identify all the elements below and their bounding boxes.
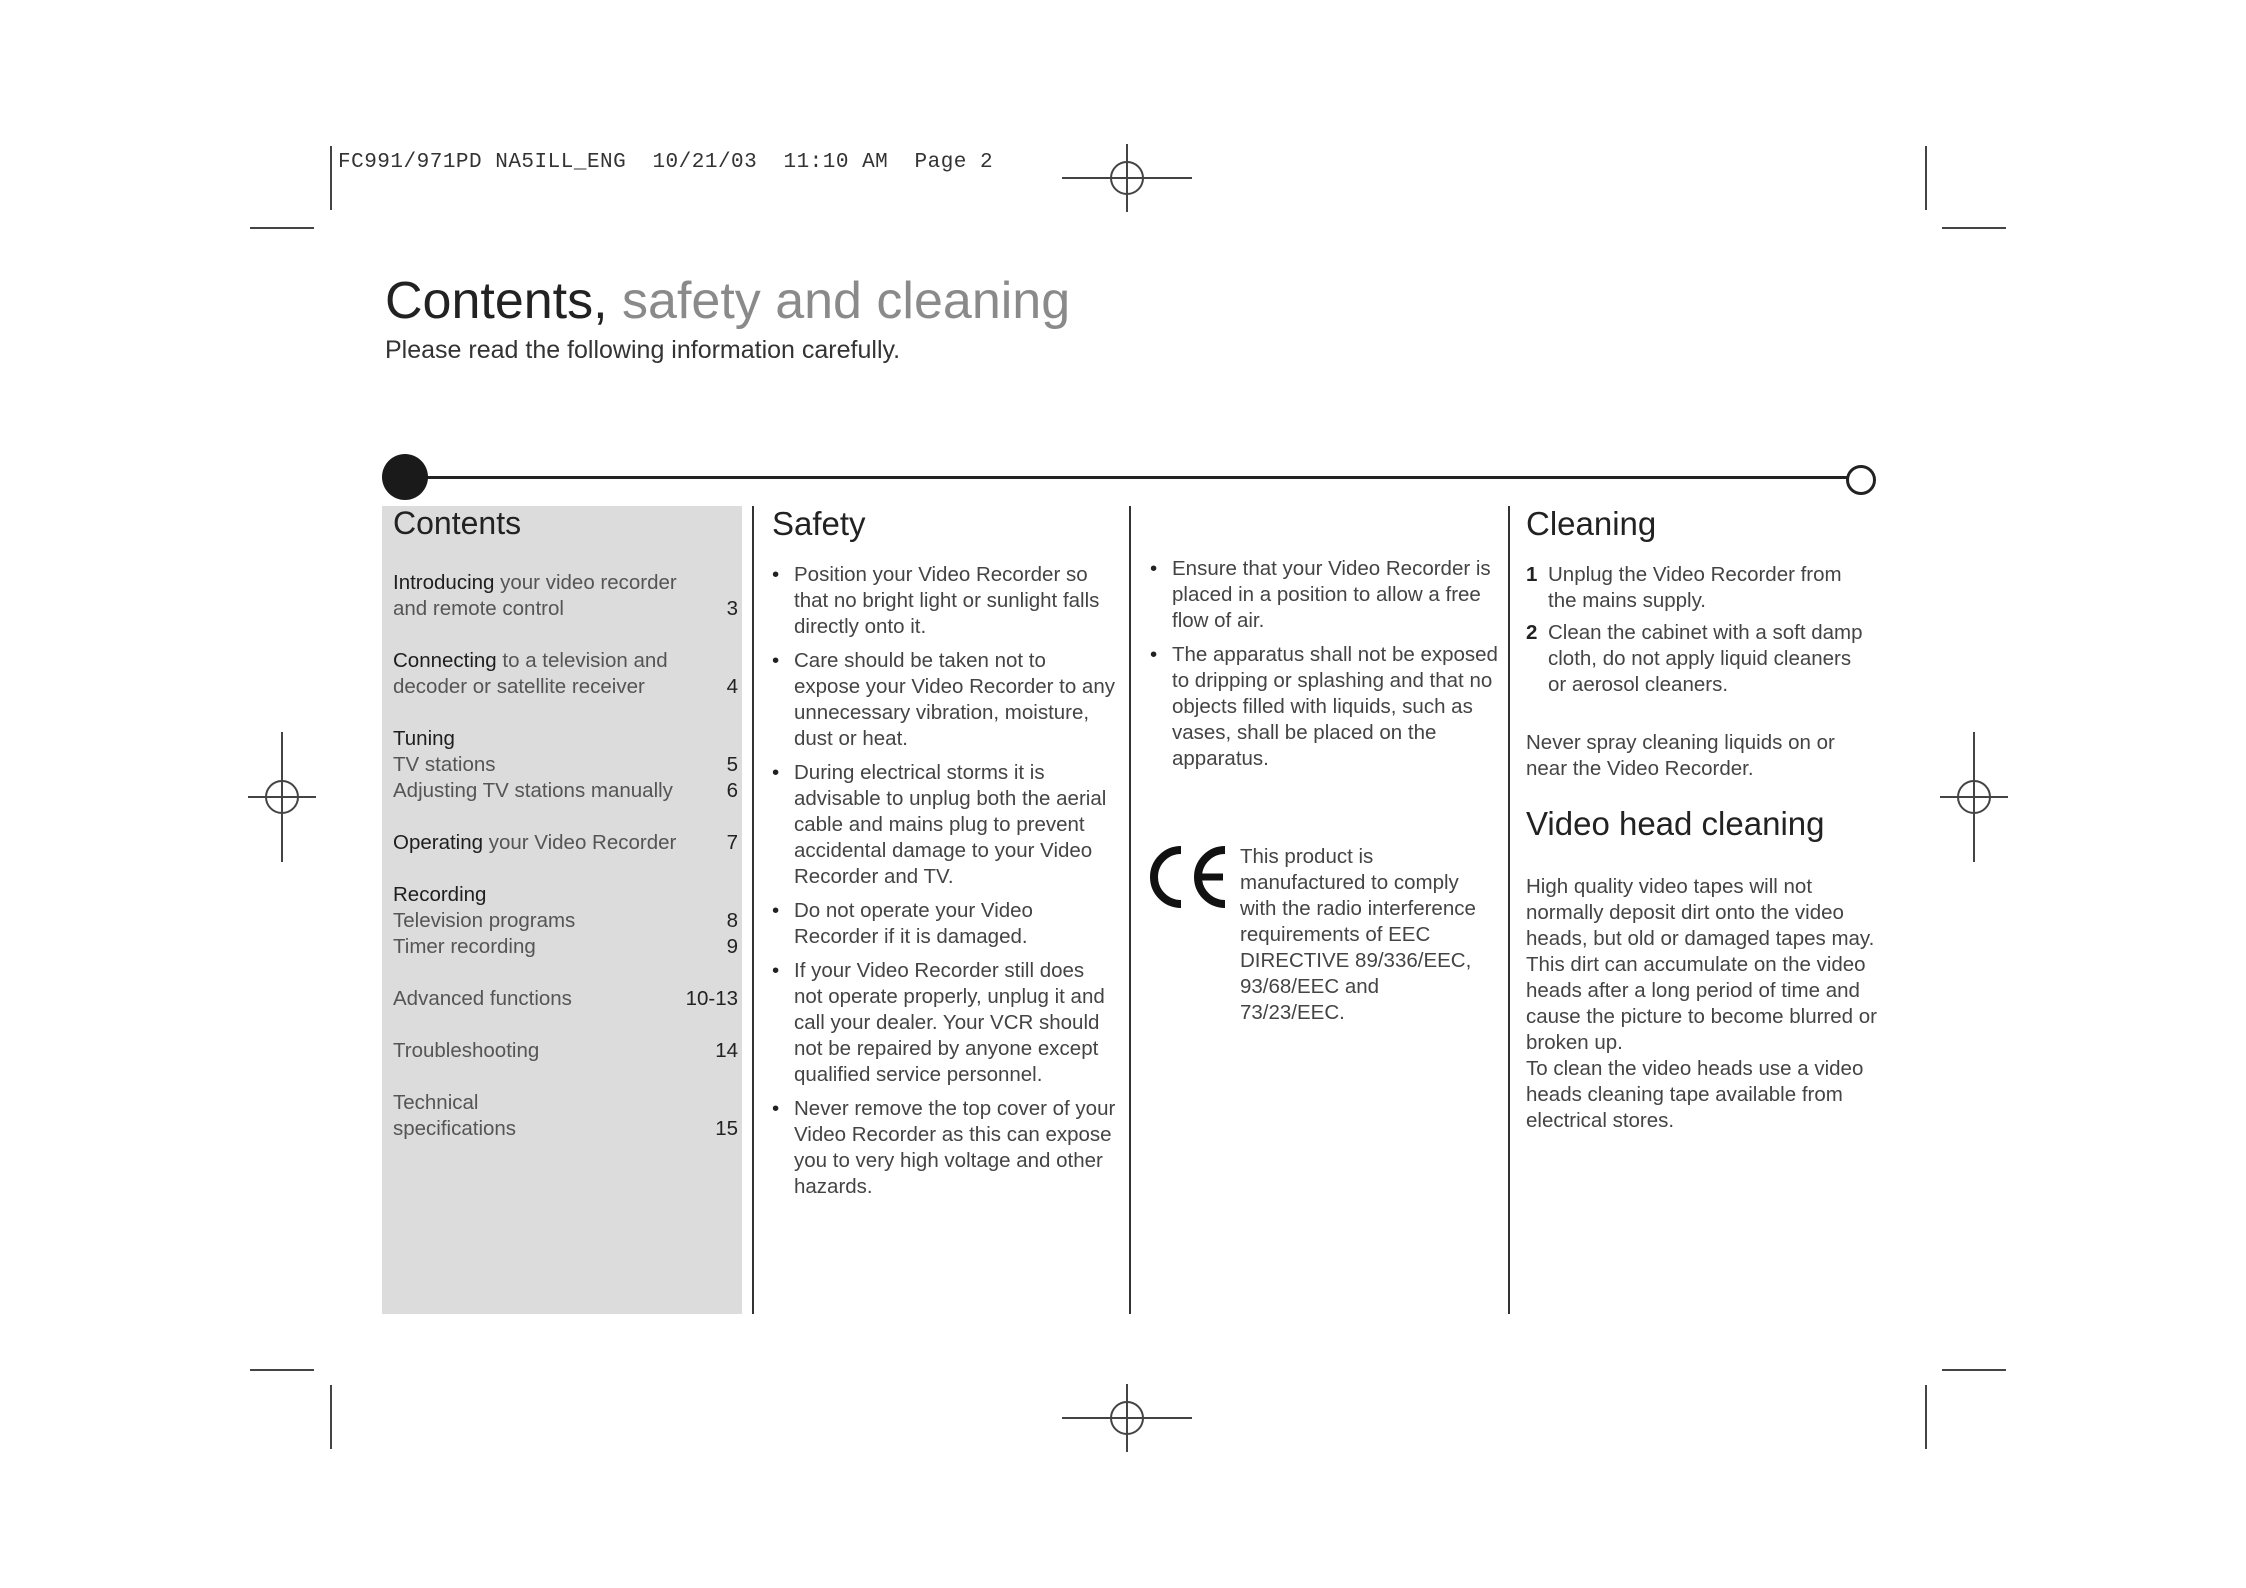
page-title-light: safety and cleaning [622, 272, 1071, 330]
step-number: 2 [1526, 621, 1538, 644]
video-head-text: High quality video tapes will not normally deposit dirt onto the video heads, but old or damaged tapes may. This dirt can accumulate on the video heads after a long period of time and cause the picture to become blurred or broken up. [1526, 875, 1877, 1054]
toc-entry-text: your Video Recorder [483, 831, 677, 854]
printer-header: FC991/971PD NA5ILL_ENG 10/21/03 11:10 AM Page 2 [338, 151, 994, 174]
toc-entry-bold: Introducing [393, 571, 495, 594]
toc-sub-entry[interactable] [393, 752, 738, 778]
toc-entry-bold: Technical specifications [393, 1091, 517, 1140]
toc-entry-bold: Advanced functions [393, 987, 572, 1010]
list-item [1526, 562, 1871, 614]
toc-sub-label: Television programs [393, 909, 576, 932]
toc-entry-tuning[interactable] [393, 726, 738, 804]
toc-page-number: 8 [726, 909, 738, 932]
video-head-text-2: To clean the video heads use a video heads cleaning tape available from electrical stores. [1526, 1057, 1864, 1132]
crop-mark [1925, 1385, 1927, 1449]
video-head-heading: Video head cleaning [1526, 805, 1825, 842]
contents-heading: Contents [393, 505, 522, 541]
column-divider [752, 506, 754, 1314]
crop-mark [1942, 227, 2006, 229]
toc-sub-label: Timer recording [393, 935, 536, 958]
toc-entry-troubleshooting[interactable] [393, 1038, 738, 1064]
list-item: • Do not operate your Video Recorder if it is damaged. [772, 898, 1117, 950]
toc-page-number: 6 [726, 779, 738, 802]
toc-entry-advanced[interactable] [393, 986, 738, 1012]
safety-heading: Safety [772, 505, 866, 542]
toc-sub-entry[interactable] [393, 934, 738, 960]
toc-entry-bold: Troubleshooting [393, 1039, 540, 1062]
toc-page-number: 14 [715, 1039, 738, 1062]
list-item: • Position your Video Recorder so that no bright light or sunlight falls directly onto it. [772, 562, 1117, 640]
step-number: 1 [1526, 563, 1538, 586]
ce-compliance-text: This product is manufactured to comply with the radio interference requirements of EEC DIRECTIVE 89/336/EEC, 93/68/EEC and 73/23/EEC. [1240, 845, 1476, 1024]
toc-entry-recording[interactable] [393, 882, 738, 960]
toc-page-number: 9 [726, 935, 738, 958]
crop-mark [250, 1369, 314, 1371]
ce-logo-icon [1143, 842, 1233, 912]
toc-page-number: 7 [726, 831, 738, 854]
toc-entry-text: your video recorder and remote control [393, 571, 677, 620]
list-item: • Ensure that your Video Recorder is placed in a position to allow a free flow of air. [1150, 556, 1500, 634]
toc-page-number: 4 [726, 675, 738, 698]
toc-page-number: 10-13 [685, 987, 738, 1010]
step-text: Clean the cabinet with a soft damp cloth, do not apply liquid cleaners or aerosol cleaners. [1548, 621, 1863, 696]
registration-mark-top [1062, 144, 1192, 212]
toc-sub-label: TV stations [393, 753, 496, 776]
toc-page-number: 3 [726, 597, 738, 620]
crop-mark [1942, 1369, 2006, 1371]
list-item: • Never remove the top cover of your Video Recorder as this can expose you to very high voltage and other hazards. [772, 1096, 1117, 1200]
list-item: • Care should be taken not to expose your Video Recorder to any unnecessary vibration, moisture, dust or heat. [772, 648, 1117, 752]
step-text: Unplug the Video Recorder from the mains supply. [1548, 563, 1842, 612]
list-item: • During electrical storms it is advisable to unplug both the aerial cable and mains plug to prevent accidental damage to your Video Recorder and TV. [772, 760, 1117, 890]
toc-entry-operating[interactable] [393, 830, 738, 856]
toc-sub-entry[interactable] [393, 908, 738, 934]
page-title-main: Contents, [385, 272, 608, 330]
toc-page-number: 15 [715, 1117, 738, 1140]
crop-mark [250, 227, 314, 229]
toc-sub-entry[interactable] [393, 778, 738, 804]
column-divider [1129, 506, 1131, 1314]
toc-entry-text: to a television and decoder or satellite receiver [393, 649, 668, 698]
registration-mark-left [248, 732, 316, 862]
cleaning-steps [1526, 562, 1871, 704]
toc-group-heading: Recording [393, 883, 487, 906]
toc-sub-label: Adjusting TV stations manually [393, 779, 673, 802]
cleaning-note: Never spray cleaning liquids on or near the Video Recorder. [1526, 731, 1835, 780]
toc-entry-connecting[interactable] [393, 648, 738, 700]
toc-group-heading: Tuning [393, 727, 455, 750]
page-subtitle: Please read the following information carefully. [385, 336, 901, 364]
list-item: • If your Video Recorder still does not operate properly, unplug it and call your dealer. Your VCR should not be repaired by anyone except qualified service personnel. [772, 958, 1117, 1088]
crop-mark [330, 146, 332, 210]
list-item [1526, 620, 1871, 698]
toc-page-number: 5 [726, 753, 738, 776]
toc-entry-technical[interactable] [393, 1090, 738, 1142]
page-title [385, 270, 1070, 332]
column-divider [1508, 506, 1510, 1314]
cleaning-heading: Cleaning [1526, 505, 1657, 542]
crop-mark [1925, 146, 1927, 210]
rule-dot-filled [382, 454, 428, 500]
rule-dot-open [1846, 465, 1876, 495]
toc-entry-introducing[interactable] [393, 570, 738, 622]
registration-mark-right [1940, 732, 2008, 862]
toc-entry-bold: Operating [393, 831, 484, 854]
registration-mark-bottom [1062, 1384, 1192, 1452]
section-rule [405, 476, 1857, 479]
toc-entry-bold: Connecting [393, 649, 497, 672]
safety-list-continued [1150, 556, 1500, 780]
crop-mark [330, 1385, 332, 1449]
list-item: • The apparatus shall not be exposed to dripping or splashing and that no objects filled with liquids, such as vases, shall be placed on the apparatus. [1150, 642, 1500, 772]
safety-list [772, 562, 1117, 1208]
